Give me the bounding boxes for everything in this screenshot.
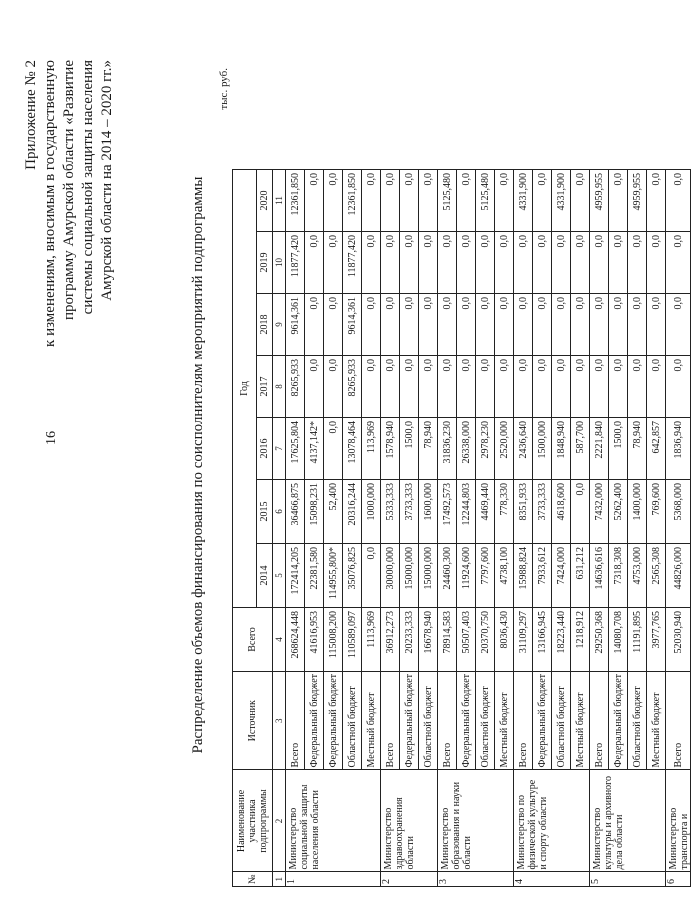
- page-number: 16: [44, 431, 59, 445]
- header-year-2015: 2015: [257, 479, 273, 543]
- value-year: 1500,0: [400, 417, 419, 479]
- value-year: 0,0: [647, 355, 666, 417]
- value-year: 4331,900: [514, 169, 533, 231]
- participant-name: Министерство здравоохранения области: [381, 770, 438, 872]
- value-year: 0,0: [495, 169, 514, 231]
- value-year: 2221,840: [590, 417, 609, 479]
- row-number: 3: [438, 872, 514, 887]
- value-year: 0,0: [666, 293, 691, 355]
- value-total: 18223,440: [552, 607, 571, 671]
- value-year: 0,0: [476, 231, 495, 293]
- appendix-line: программу Амурской области «Развитие: [61, 60, 77, 321]
- value-year: 15000,000: [400, 543, 419, 607]
- value-year: 1836,940: [666, 417, 691, 479]
- value-year: 3733,333: [400, 479, 419, 543]
- value-year: 4753,000: [628, 543, 647, 607]
- value-year: 7933,612: [533, 543, 552, 607]
- value-year: 0,0: [419, 169, 438, 231]
- value-year: 0,0: [438, 355, 457, 417]
- value-year: 20316,244: [343, 479, 362, 543]
- value-year: 11924,600: [457, 543, 476, 607]
- value-total: 31109,297: [514, 607, 533, 671]
- header-year-2016: 2016: [257, 417, 273, 479]
- value-year: 4137,142*: [305, 417, 324, 479]
- column-number: 8: [273, 355, 286, 417]
- value-total: 1218,912: [571, 607, 590, 671]
- value-year: 7318,308: [609, 543, 628, 607]
- row-number: 2: [381, 872, 438, 887]
- funding-source: Областной бюджет: [419, 671, 438, 769]
- table-row: [381, 169, 400, 886]
- participant-name: Министерство культуры и архивного дела области: [590, 770, 666, 872]
- appendix-header: [22, 60, 117, 660]
- value-year: 0,0: [495, 355, 514, 417]
- value-year: 26338,000: [457, 417, 476, 479]
- funding-source: Местный бюджет: [647, 671, 666, 769]
- value-year: 0,0: [533, 231, 552, 293]
- row-number: 6: [666, 872, 691, 887]
- header-year-2020: 2020: [257, 169, 273, 231]
- value-year: 2520,000: [495, 417, 514, 479]
- value-year: 0,0: [381, 293, 400, 355]
- value-year: 1000,000: [362, 479, 381, 543]
- column-number: 9: [273, 293, 286, 355]
- funding-source: Областной бюджет: [476, 671, 495, 769]
- value-year: 1500,000: [533, 417, 552, 479]
- header-source: Источник: [233, 671, 273, 769]
- funding-source: Федеральный бюджет: [305, 671, 324, 769]
- value-year: 0,0: [590, 355, 609, 417]
- value-total: 20370,750: [476, 607, 495, 671]
- value-total: 110589,097: [343, 607, 362, 671]
- value-year: 0,0: [495, 231, 514, 293]
- row-number: 4: [514, 872, 590, 887]
- funding-source: Областной бюджет: [343, 671, 362, 769]
- value-year: 0,0: [571, 231, 590, 293]
- value-total: 268624,448: [286, 607, 305, 671]
- value-year: 4959,955: [628, 169, 647, 231]
- value-year: 1578,940: [381, 417, 400, 479]
- value-year: 0,0: [324, 355, 343, 417]
- value-year: 0,0: [552, 231, 571, 293]
- value-year: 0,0: [381, 231, 400, 293]
- value-year: 15988,824: [514, 543, 533, 607]
- column-number: 2: [273, 770, 286, 872]
- value-year: 587,700: [571, 417, 590, 479]
- value-year: 0,0: [628, 231, 647, 293]
- value-year: 769,600: [647, 479, 666, 543]
- value-total: 13166,945: [533, 607, 552, 671]
- value-year: 0,0: [419, 293, 438, 355]
- column-number-row: [273, 169, 286, 886]
- value-year: 12361,850: [286, 169, 305, 231]
- column-number: 1: [273, 872, 286, 887]
- participant-name: Министерство образования и науки области: [438, 770, 514, 872]
- funding-source: Всего: [381, 671, 400, 769]
- value-year: 0,0: [666, 231, 691, 293]
- value-year: 0,0: [552, 293, 571, 355]
- value-year: 9614,361: [286, 293, 305, 355]
- value-year: 0,0: [590, 231, 609, 293]
- value-year: 0,0: [362, 293, 381, 355]
- value-year: 114955,800*: [324, 543, 343, 607]
- value-year: 0,0: [495, 293, 514, 355]
- value-year: 0,0: [457, 231, 476, 293]
- value-year: 0,0: [381, 169, 400, 231]
- value-year: 0,0: [647, 169, 666, 231]
- value-year: 5333,333: [381, 479, 400, 543]
- value-year: 2565,308: [647, 543, 666, 607]
- value-total: 52030,940: [666, 607, 691, 671]
- value-year: 4618,600: [552, 479, 571, 543]
- value-year: 0,0: [647, 293, 666, 355]
- value-year: 0,0: [305, 293, 324, 355]
- value-year: 1400,000: [628, 479, 647, 543]
- appendix-line: к изменениям, вносимым в государственную: [42, 60, 58, 347]
- units-label: тыс. руб.: [218, 68, 230, 110]
- funding-source: Федеральный бюджет: [400, 671, 419, 769]
- funding-source: Областной бюджет: [552, 671, 571, 769]
- header-year-2014: 2014: [257, 543, 273, 607]
- value-year: 0,0: [609, 169, 628, 231]
- value-year: 113,969: [362, 417, 381, 479]
- value-year: 0,0: [533, 355, 552, 417]
- header-year-2019: 2019: [257, 231, 273, 293]
- value-year: 0,0: [324, 231, 343, 293]
- value-year: 0,0: [571, 169, 590, 231]
- value-year: 0,0: [324, 417, 343, 479]
- value-year: 2436,640: [514, 417, 533, 479]
- value-year: 0,0: [647, 231, 666, 293]
- funding-source: Местный бюджет: [362, 671, 381, 769]
- value-year: 5125,480: [476, 169, 495, 231]
- value-year: 30000,000: [381, 543, 400, 607]
- column-number: 3: [273, 671, 286, 769]
- value-year: 5125,480: [438, 169, 457, 231]
- funding-source: Всего: [438, 671, 457, 769]
- value-year: 172414,205: [286, 543, 305, 607]
- value-year: 0,0: [609, 293, 628, 355]
- value-year: 78,940: [628, 417, 647, 479]
- participant-name: Министерство транспорта и: [666, 770, 691, 872]
- value-year: 5368,000: [666, 479, 691, 543]
- value-year: 0,0: [400, 355, 419, 417]
- value-year: 2978,230: [476, 417, 495, 479]
- value-year: 0,0: [571, 293, 590, 355]
- appendix-line: Амурской области на 2014 – 2020 гг.»: [99, 60, 115, 301]
- table-row: [438, 169, 457, 886]
- value-year: 0,0: [305, 169, 324, 231]
- value-year: 4738,100: [495, 543, 514, 607]
- appendix-line: системы социальной защиты населения: [80, 60, 96, 315]
- appendix-line: Приложение № 2: [23, 60, 39, 170]
- value-year: 0,0: [590, 293, 609, 355]
- value-year: 0,0: [552, 355, 571, 417]
- value-year: 0,0: [419, 231, 438, 293]
- value-year: 4331,900: [552, 169, 571, 231]
- value-year: 15098,231: [305, 479, 324, 543]
- funding-source: Всего: [514, 671, 533, 769]
- value-total: 20233,333: [400, 607, 419, 671]
- value-year: 0,0: [400, 169, 419, 231]
- value-year: 15000,000: [419, 543, 438, 607]
- value-year: 5262,400: [609, 479, 628, 543]
- value-year: 11877,420: [286, 231, 305, 293]
- value-year: 0,0: [609, 231, 628, 293]
- header-participant: Наименование участника подпрограммы: [233, 770, 273, 872]
- header-year: Год: [233, 169, 257, 607]
- value-year: 0,0: [476, 293, 495, 355]
- row-number: 1: [286, 872, 381, 887]
- value-year: 4469,440: [476, 479, 495, 543]
- value-year: 14636,616: [590, 543, 609, 607]
- column-number: 10: [273, 231, 286, 293]
- value-year: 0,0: [362, 231, 381, 293]
- value-year: 0,0: [571, 479, 590, 543]
- value-year: 44826,000: [666, 543, 691, 607]
- column-number: 11: [273, 169, 286, 231]
- participant-name: Министерство социальной защиты населения области: [286, 770, 381, 872]
- column-number: 7: [273, 417, 286, 479]
- funding-source: Федеральный бюджет: [457, 671, 476, 769]
- value-year: 0,0: [571, 355, 590, 417]
- value-total: 78914,583: [438, 607, 457, 671]
- value-year: 1848,940: [552, 417, 571, 479]
- value-year: 13078,464: [343, 417, 362, 479]
- value-year: 0,0: [666, 169, 691, 231]
- value-year: 0,0: [628, 293, 647, 355]
- value-year: 0,0: [628, 355, 647, 417]
- column-number: 5: [273, 543, 286, 607]
- value-year: 7424,000: [552, 543, 571, 607]
- value-year: 0,0: [438, 231, 457, 293]
- value-total: 3977,765: [647, 607, 666, 671]
- value-year: 642,857: [647, 417, 666, 479]
- value-total: 29250,368: [590, 607, 609, 671]
- value-year: 9614,361: [343, 293, 362, 355]
- value-year: 8265,933: [343, 355, 362, 417]
- value-year: 78,940: [419, 417, 438, 479]
- value-year: 7432,000: [590, 479, 609, 543]
- value-year: 0,0: [533, 293, 552, 355]
- value-year: 0,0: [514, 231, 533, 293]
- value-year: 0,0: [362, 169, 381, 231]
- funding-source: Федеральный бюджет: [533, 671, 552, 769]
- column-number: 4: [273, 607, 286, 671]
- value-year: 0,0: [400, 231, 419, 293]
- value-year: 0,0: [305, 355, 324, 417]
- value-year: 1500,0: [609, 417, 628, 479]
- value-year: 8265,933: [286, 355, 305, 417]
- value-year: 0,0: [362, 355, 381, 417]
- funding-source: Местный бюджет: [495, 671, 514, 769]
- header-number: №: [233, 872, 273, 887]
- value-year: 0,0: [419, 355, 438, 417]
- value-total: 115008,200: [324, 607, 343, 671]
- value-year: 31836,230: [438, 417, 457, 479]
- financing-table: [232, 169, 691, 887]
- value-year: 4959,955: [590, 169, 609, 231]
- column-number: 6: [273, 479, 286, 543]
- value-year: 0,0: [362, 543, 381, 607]
- value-year: 0,0: [514, 293, 533, 355]
- funding-source: Федеральный бюджет: [324, 671, 343, 769]
- funding-source: Всего: [666, 671, 691, 769]
- value-total: 41616,953: [305, 607, 324, 671]
- document-title: Распределение объемов финансирования по соисполнителям мероприятий подпрограммы: [190, 176, 206, 754]
- funding-source: Областной бюджет: [628, 671, 647, 769]
- value-year: 0,0: [305, 231, 324, 293]
- value-year: 7797,600: [476, 543, 495, 607]
- value-year: 3733,333: [533, 479, 552, 543]
- participant-name: Министерство по физической культуре и спорту области: [514, 770, 590, 872]
- value-year: 35076,825: [343, 543, 362, 607]
- value-year: 0,0: [400, 293, 419, 355]
- value-year: 0,0: [666, 355, 691, 417]
- value-year: 24460,300: [438, 543, 457, 607]
- value-year: 0,0: [457, 169, 476, 231]
- value-year: 0,0: [381, 355, 400, 417]
- value-year: 1600,000: [419, 479, 438, 543]
- table-row: [514, 169, 533, 886]
- value-year: 8351,933: [514, 479, 533, 543]
- header-year-2018: 2018: [257, 293, 273, 355]
- value-total: 36912,273: [381, 607, 400, 671]
- table-row: [590, 169, 609, 886]
- value-year: 0,0: [324, 293, 343, 355]
- value-year: 17492,573: [438, 479, 457, 543]
- row-number: 5: [590, 872, 666, 887]
- value-total: 16678,940: [419, 607, 438, 671]
- funding-source: Всего: [590, 671, 609, 769]
- funding-source: Местный бюджет: [571, 671, 590, 769]
- funding-source: Всего: [286, 671, 305, 769]
- value-year: 12361,850: [343, 169, 362, 231]
- header-year-2017: 2017: [257, 355, 273, 417]
- value-total: 1113,969: [362, 607, 381, 671]
- value-year: 17625,804: [286, 417, 305, 479]
- value-year: 36466,875: [286, 479, 305, 543]
- value-total: 14080,708: [609, 607, 628, 671]
- value-total: 50507,403: [457, 607, 476, 671]
- table-body: [286, 169, 691, 886]
- value-year: 0,0: [324, 169, 343, 231]
- value-year: 778,330: [495, 479, 514, 543]
- value-year: 0,0: [457, 293, 476, 355]
- value-year: 0,0: [457, 355, 476, 417]
- value-year: 0,0: [514, 355, 533, 417]
- value-year: 0,0: [609, 355, 628, 417]
- value-year: 0,0: [533, 169, 552, 231]
- value-total: 11191,895: [628, 607, 647, 671]
- value-year: 0,0: [476, 355, 495, 417]
- header-total: Всего: [233, 607, 273, 671]
- value-year: 52,400: [324, 479, 343, 543]
- value-total: 8036,430: [495, 607, 514, 671]
- value-year: 12244,803: [457, 479, 476, 543]
- funding-source: Федеральный бюджет: [609, 671, 628, 769]
- value-year: 0,0: [438, 293, 457, 355]
- value-year: 22381,580: [305, 543, 324, 607]
- value-year: 631,212: [571, 543, 590, 607]
- value-year: 11877,420: [343, 231, 362, 293]
- table-row: [666, 169, 691, 886]
- table-row: [286, 169, 305, 886]
